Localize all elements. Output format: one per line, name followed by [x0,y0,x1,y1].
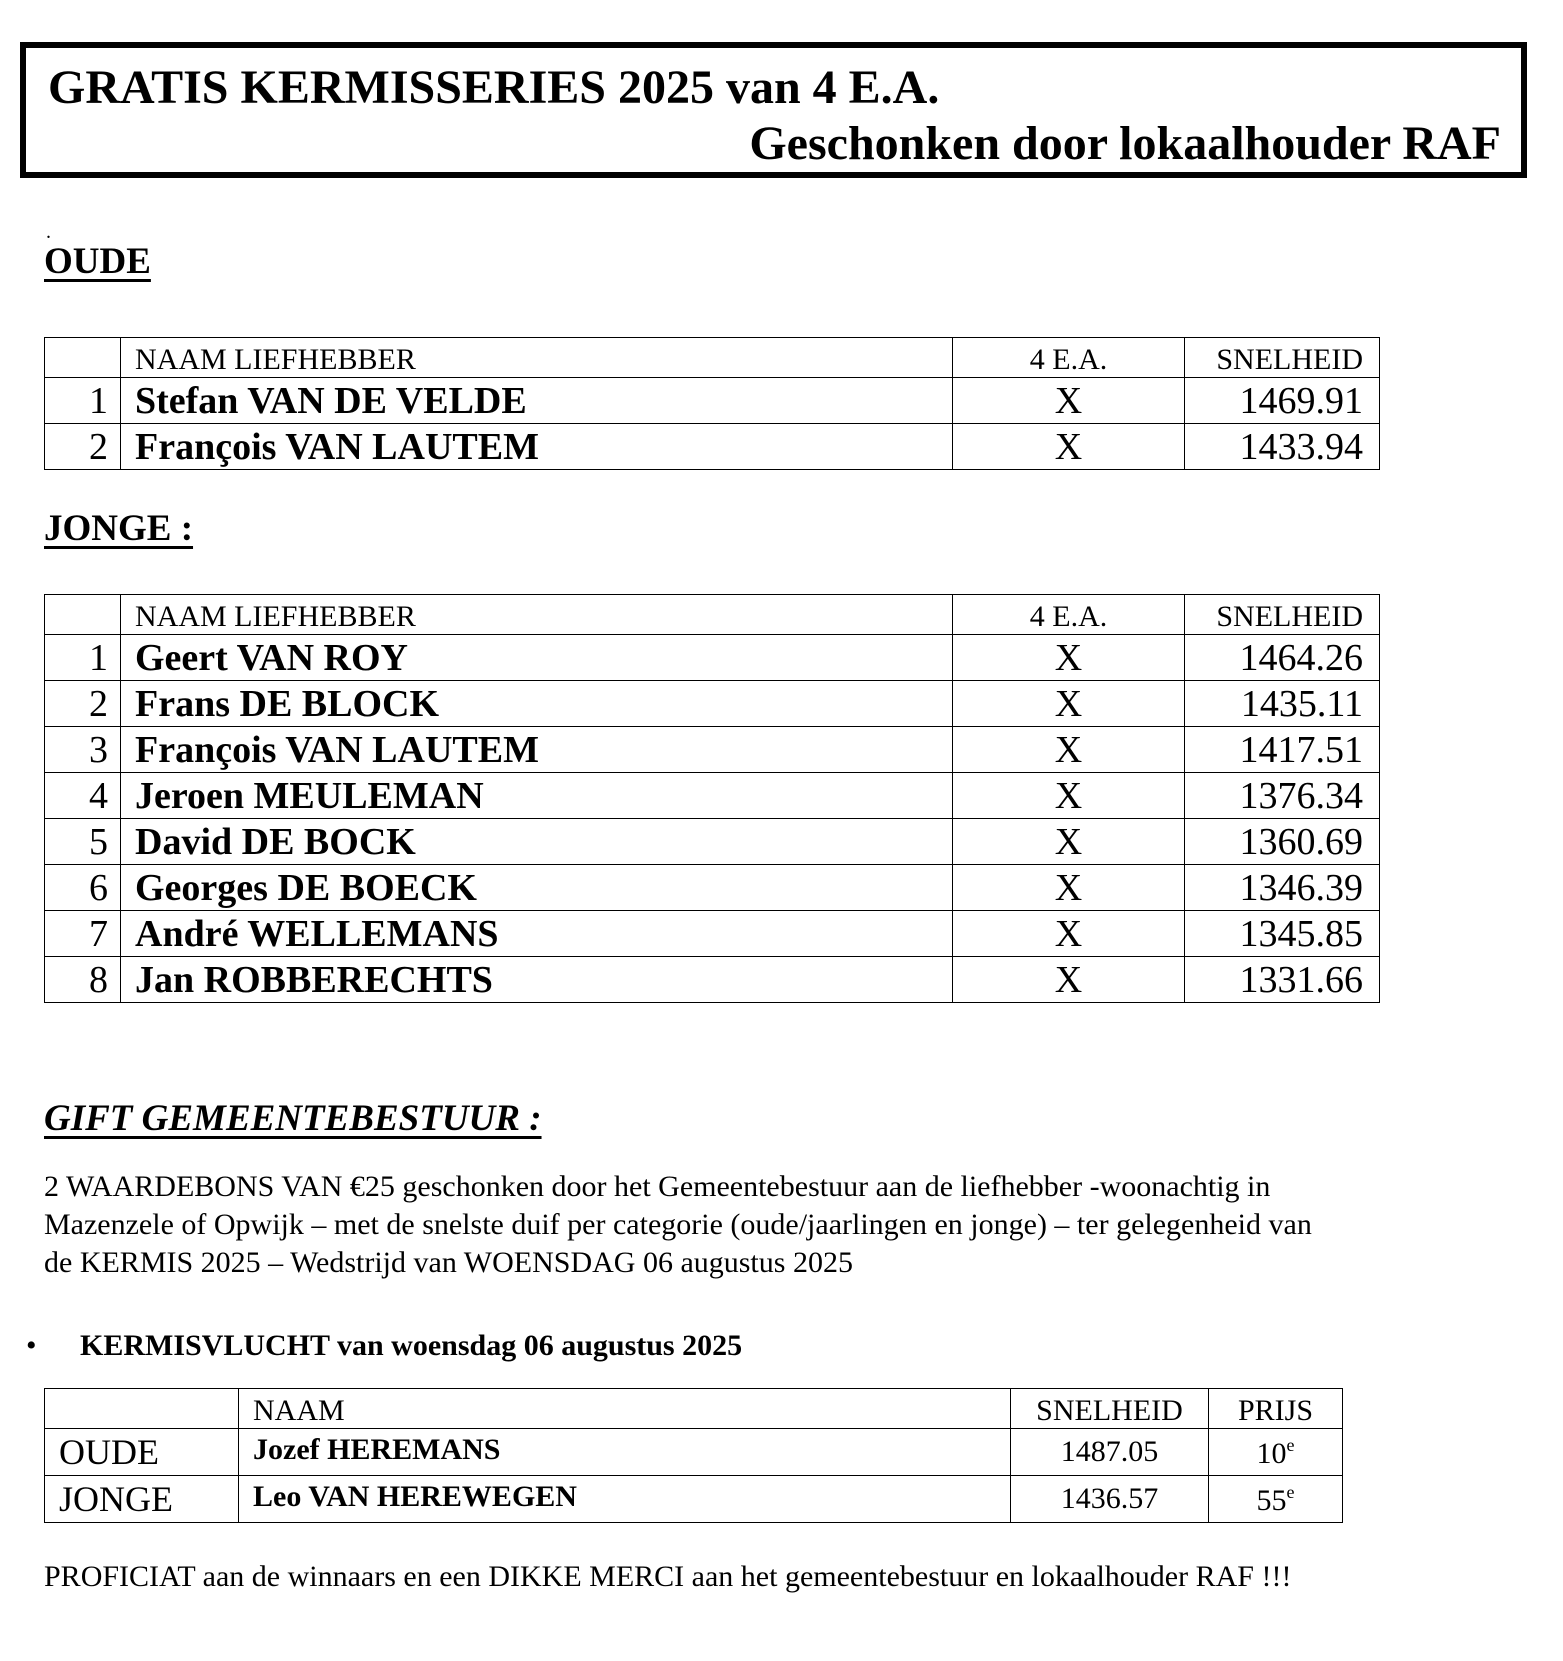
name-cell: Jan ROBBERECHTS [121,957,953,1003]
header-name: NAAM LIEFHEBBER [121,338,953,378]
name-cell: Leo VAN HEREWEGEN [239,1476,1011,1523]
table-row [45,773,1380,819]
kermisvlucht-label: KERMISVLUCHT van woensdag 06 augustus 2025 [80,1329,743,1362]
table-row [45,1429,1343,1476]
ea-cell: X [953,681,1185,727]
rank-cell: 5 [45,819,121,865]
name-cell: David DE BOCK [121,819,953,865]
table-row [45,911,1380,957]
header-rank [45,595,121,635]
header-rank [45,338,121,378]
rank-cell: 3 [45,727,121,773]
name-cell: François VAN LAUTEM [121,727,953,773]
kermisvlucht-bullet-item [26,1328,742,1364]
prize-ordinal: e [1286,1481,1295,1502]
name-cell: Geert VAN ROY [121,635,953,681]
rank-cell: 4 [45,773,121,819]
speed-cell: 1345.85 [1185,911,1380,957]
header-ea: 4 E.A. [953,338,1185,378]
oude-heading: OUDE [44,241,151,282]
rank-cell: 8 [45,957,121,1003]
rank-cell: 6 [45,865,121,911]
closing-message: PROFICIAT aan de winnaars en een DIKKE MERCI aan het gemeentebestuur en lokaalhouder RAF !!! [44,1560,1292,1593]
title-box [20,42,1527,178]
jonge-heading: JONGE : [44,508,194,549]
gift-heading: GIFT GEMEENTEBESTUUR : [44,1098,542,1139]
oude-table-header [45,338,1380,378]
speed-cell: 1331.66 [1185,957,1380,1003]
header-speed: SNELHEID [1185,595,1380,635]
oude-table [44,337,1380,470]
speed-cell: 1346.39 [1185,865,1380,911]
speed-cell: 1360.69 [1185,819,1380,865]
header-category [45,1389,239,1429]
ea-cell: X [953,727,1185,773]
speed-cell: 1487.05 [1011,1429,1209,1476]
prize-ordinal: e [1286,1434,1295,1455]
name-cell: Frans DE BLOCK [121,681,953,727]
table-row [45,865,1380,911]
rank-cell: 7 [45,911,121,957]
category-cell: JONGE [45,1476,239,1523]
speed-cell: 1464.26 [1185,635,1380,681]
jonge-table-header [45,595,1380,635]
kermisvlucht-table [44,1388,1343,1523]
prize-number: 10 [1256,1436,1287,1470]
name-cell: Jozef HEREMANS [239,1429,1011,1476]
speed-cell: 1433.94 [1185,424,1380,470]
table-row [45,681,1380,727]
kermisvlucht-table-header [45,1389,1343,1429]
prize-cell [1209,1429,1343,1476]
table-row [45,424,1380,470]
header-prize: PRIJS [1209,1389,1343,1429]
table-row [45,957,1380,1003]
rank-cell: 2 [45,681,121,727]
jonge-table [44,594,1380,1003]
ea-cell: X [953,424,1185,470]
speed-cell: 1469.91 [1185,378,1380,424]
rank-cell: 2 [45,424,121,470]
ea-cell: X [953,819,1185,865]
speed-cell: 1417.51 [1185,727,1380,773]
table-row [45,378,1380,424]
ea-cell: X [953,773,1185,819]
name-cell: Georges DE BOECK [121,865,953,911]
ea-cell: X [953,911,1185,957]
ea-cell: X [953,865,1185,911]
rank-cell: 1 [45,635,121,681]
bullet-icon: • [26,1329,37,1362]
gift-line: de KERMIS 2025 – Wedstrijd van WOENSDAG 06 augustus 2025 [44,1246,853,1279]
header-speed: SNELHEID [1011,1389,1209,1429]
rank-cell: 1 [45,378,121,424]
speed-cell: 1435.11 [1185,681,1380,727]
header-name: NAAM [239,1389,1011,1429]
ea-cell: X [953,635,1185,681]
table-row [45,727,1380,773]
category-cell: OUDE [45,1429,239,1476]
name-cell: Jeroen MEULEMAN [121,773,953,819]
header-ea: 4 E.A. [953,595,1185,635]
ea-cell: X [953,378,1185,424]
stray-dot: . [46,221,51,243]
gift-line: 2 WAARDEBONS VAN €25 geschonken door het Gemeentebestuur aan de liefhebber -woonachtig in [44,1170,1271,1203]
speed-cell: 1436.57 [1011,1476,1209,1523]
table-row [45,819,1380,865]
prize-number: 55 [1256,1483,1287,1517]
speed-cell: 1376.34 [1185,773,1380,819]
document-subtitle: Geschonken door lokaalhouder RAF [749,117,1501,170]
gift-paragraph [44,1168,1524,1282]
table-row [45,635,1380,681]
name-cell: François VAN LAUTEM [121,424,953,470]
document-title: GRATIS KERMISSERIES 2025 van 4 E.A. [48,61,940,114]
header-speed: SNELHEID [1185,338,1380,378]
name-cell: Stefan VAN DE VELDE [121,378,953,424]
name-cell: André WELLEMANS [121,911,953,957]
ea-cell: X [953,957,1185,1003]
header-name: NAAM LIEFHEBBER [121,595,953,635]
gift-line: Mazenzele of Opwijk – met de snelste duif per categorie (oude/jaarlingen en jonge) – ter gelegenheid van [44,1208,1312,1241]
table-row [45,1476,1343,1523]
prize-cell [1209,1476,1343,1523]
